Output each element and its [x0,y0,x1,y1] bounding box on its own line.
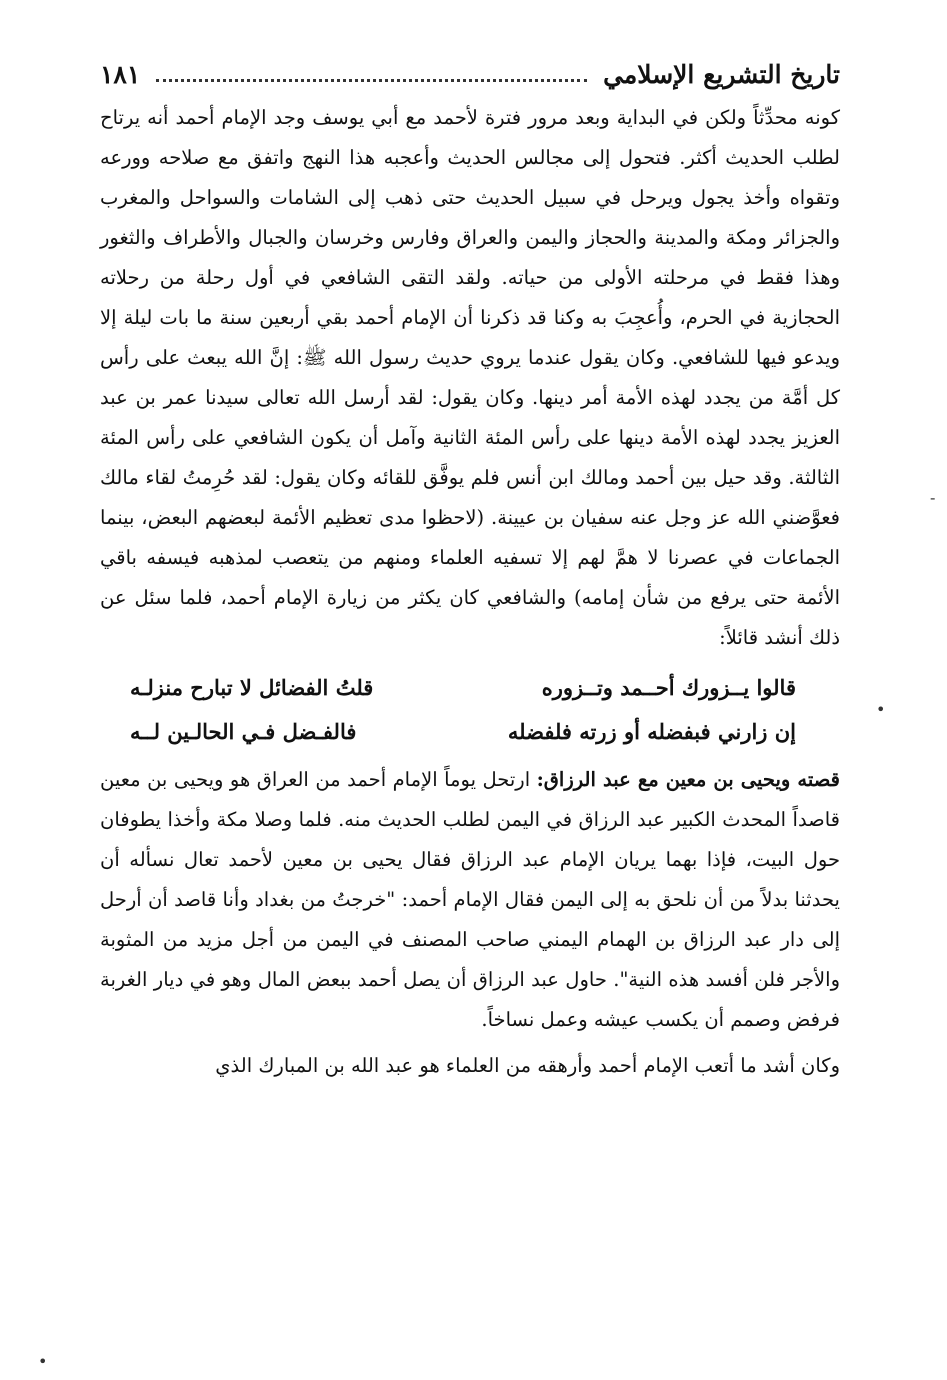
closing-paragraph: وكان أشد ما أتعب الإمام أحمد وأرهقه من العلماء هو عبد الله بن المبارك الذي [215,1054,840,1077]
margin-dot: • [38,1352,48,1371]
header-title: تاريخ التشريع الإسلامي [603,59,840,89]
story-paragraph [100,760,840,1040]
page-number: ١٨١ [100,59,141,89]
body-text [100,98,840,1086]
running-header [100,50,840,98]
story-text: ارتحل يوماً الإمام أحمد من العراق هو ويحيى بن معين قاصداً المحدث الكبير عبد الرزاق في اليمن لطلب الحديث منه. فلما وصلا مكة وأخذا يطوفان حول البيت، فإذا بهما يريان الإمام عبد الرزاق فقال يحيى بن معين لأحمد تعال نسأله أن يحدثنا بدلاً من أن نلحق به إلى اليمن فقال الإمام أحمد: "خرجتُ من بغداد وأنا قاصد أن أرحل إلى دار عبد الرزاق بن الهمام اليمني صاحب المصنف في اليمن من أجل مزيد من المثوبة والأجر فلن أفسد هذه النية". حاول عبد الرزاق أن يصل أحمد ببعض المال وهو في ديار الغربة فرفض وصمم أن يكسب عيشه وعمل نساخاً. [100,768,840,1031]
story-heading: قصته ويحيى بن معين مع عبد الرزاق: [536,768,840,791]
verse-first-hemistich: إن زارني فبفضله أو زرته فلفضله [507,719,796,744]
verse-second-hemistich: فالفـضل فـي الحالـين لــه [130,719,357,744]
poem-line [100,666,840,710]
verse-first-hemistich: قالوا يــزورك أحــمد وتــزوره [541,675,796,700]
margin-mark: - [930,488,936,507]
verse-second-hemistich: قلتُ الفضائل لا تبارح منزلـه [130,675,374,700]
dotted-leader [156,79,587,82]
margin-dot: • [876,700,886,719]
paragraph: كونه محدِّثاً ولكن في البداية وبعد مرور فترة لأحمد مع أبي يوسف وجد الإمام أحمد أنه يرتاح لطلب الحديث أكثر. فتحول إلى مجالس الحديث وأعجبه هذا النهج واتفق مع صلاحه وورعه وتقواه وأخذ يجول ويرحل في سبيل الحديث حتى ذهب إلى الشامات والسواحل والمغرب والجزائر ومكة والمدينة والحجاز واليمن والعراق وفارس وخرسان والجبال والأطراف والثغور وهذا فقط في مرحلته الأولى من حياته. ولقد التقى الشافعي في أول رحلة من رحلاته الحجازية في الحرم، وأُعجِبَ به وكنا قد ذكرنا أن الإمام أحمد بقي أربعين سنة ما بات ليلة إلا ويدعو فيها للشافعي. وكان يقول عندما يروي حديث رسول الله ﷺ: إنَّ الله يبعث على رأس كل أمَّة من يجدد لهذه الأمة أمر دينها. وكان يقول: لقد أرسل الله تعالى سيدنا عمر بن عبد العزيز يجدد لهذه الأمة دينها على رأس المئة الثانية وآمل أن يكون الشافعي على رأس المئة الثالثة. وقد حيل بين أحمد ومالك ابن أنس فلم يوفَّق للقائه وكان يقول: لقد حُرِمتُ لقاء مالك فعوَّضني الله عز وجل عنه سفيان بن عيينة. (لاحظوا مدى تعظيم الأئمة لبعضهم البعض، بينما الجماعات في عصرنا لا همَّ لهم إلا تسفيه العلماء ومنهم من يتعصب لمذهبه فيسفه باقي الأئمة حتى يرفع من شأن إمامه) والشافعي كان يكثر من زيارة الإمام أحمد، فلما سئل عن ذلك أنشد قائلاً: [100,106,840,649]
poem [100,666,840,754]
book-page [100,50,840,1086]
poem-line [100,710,840,754]
